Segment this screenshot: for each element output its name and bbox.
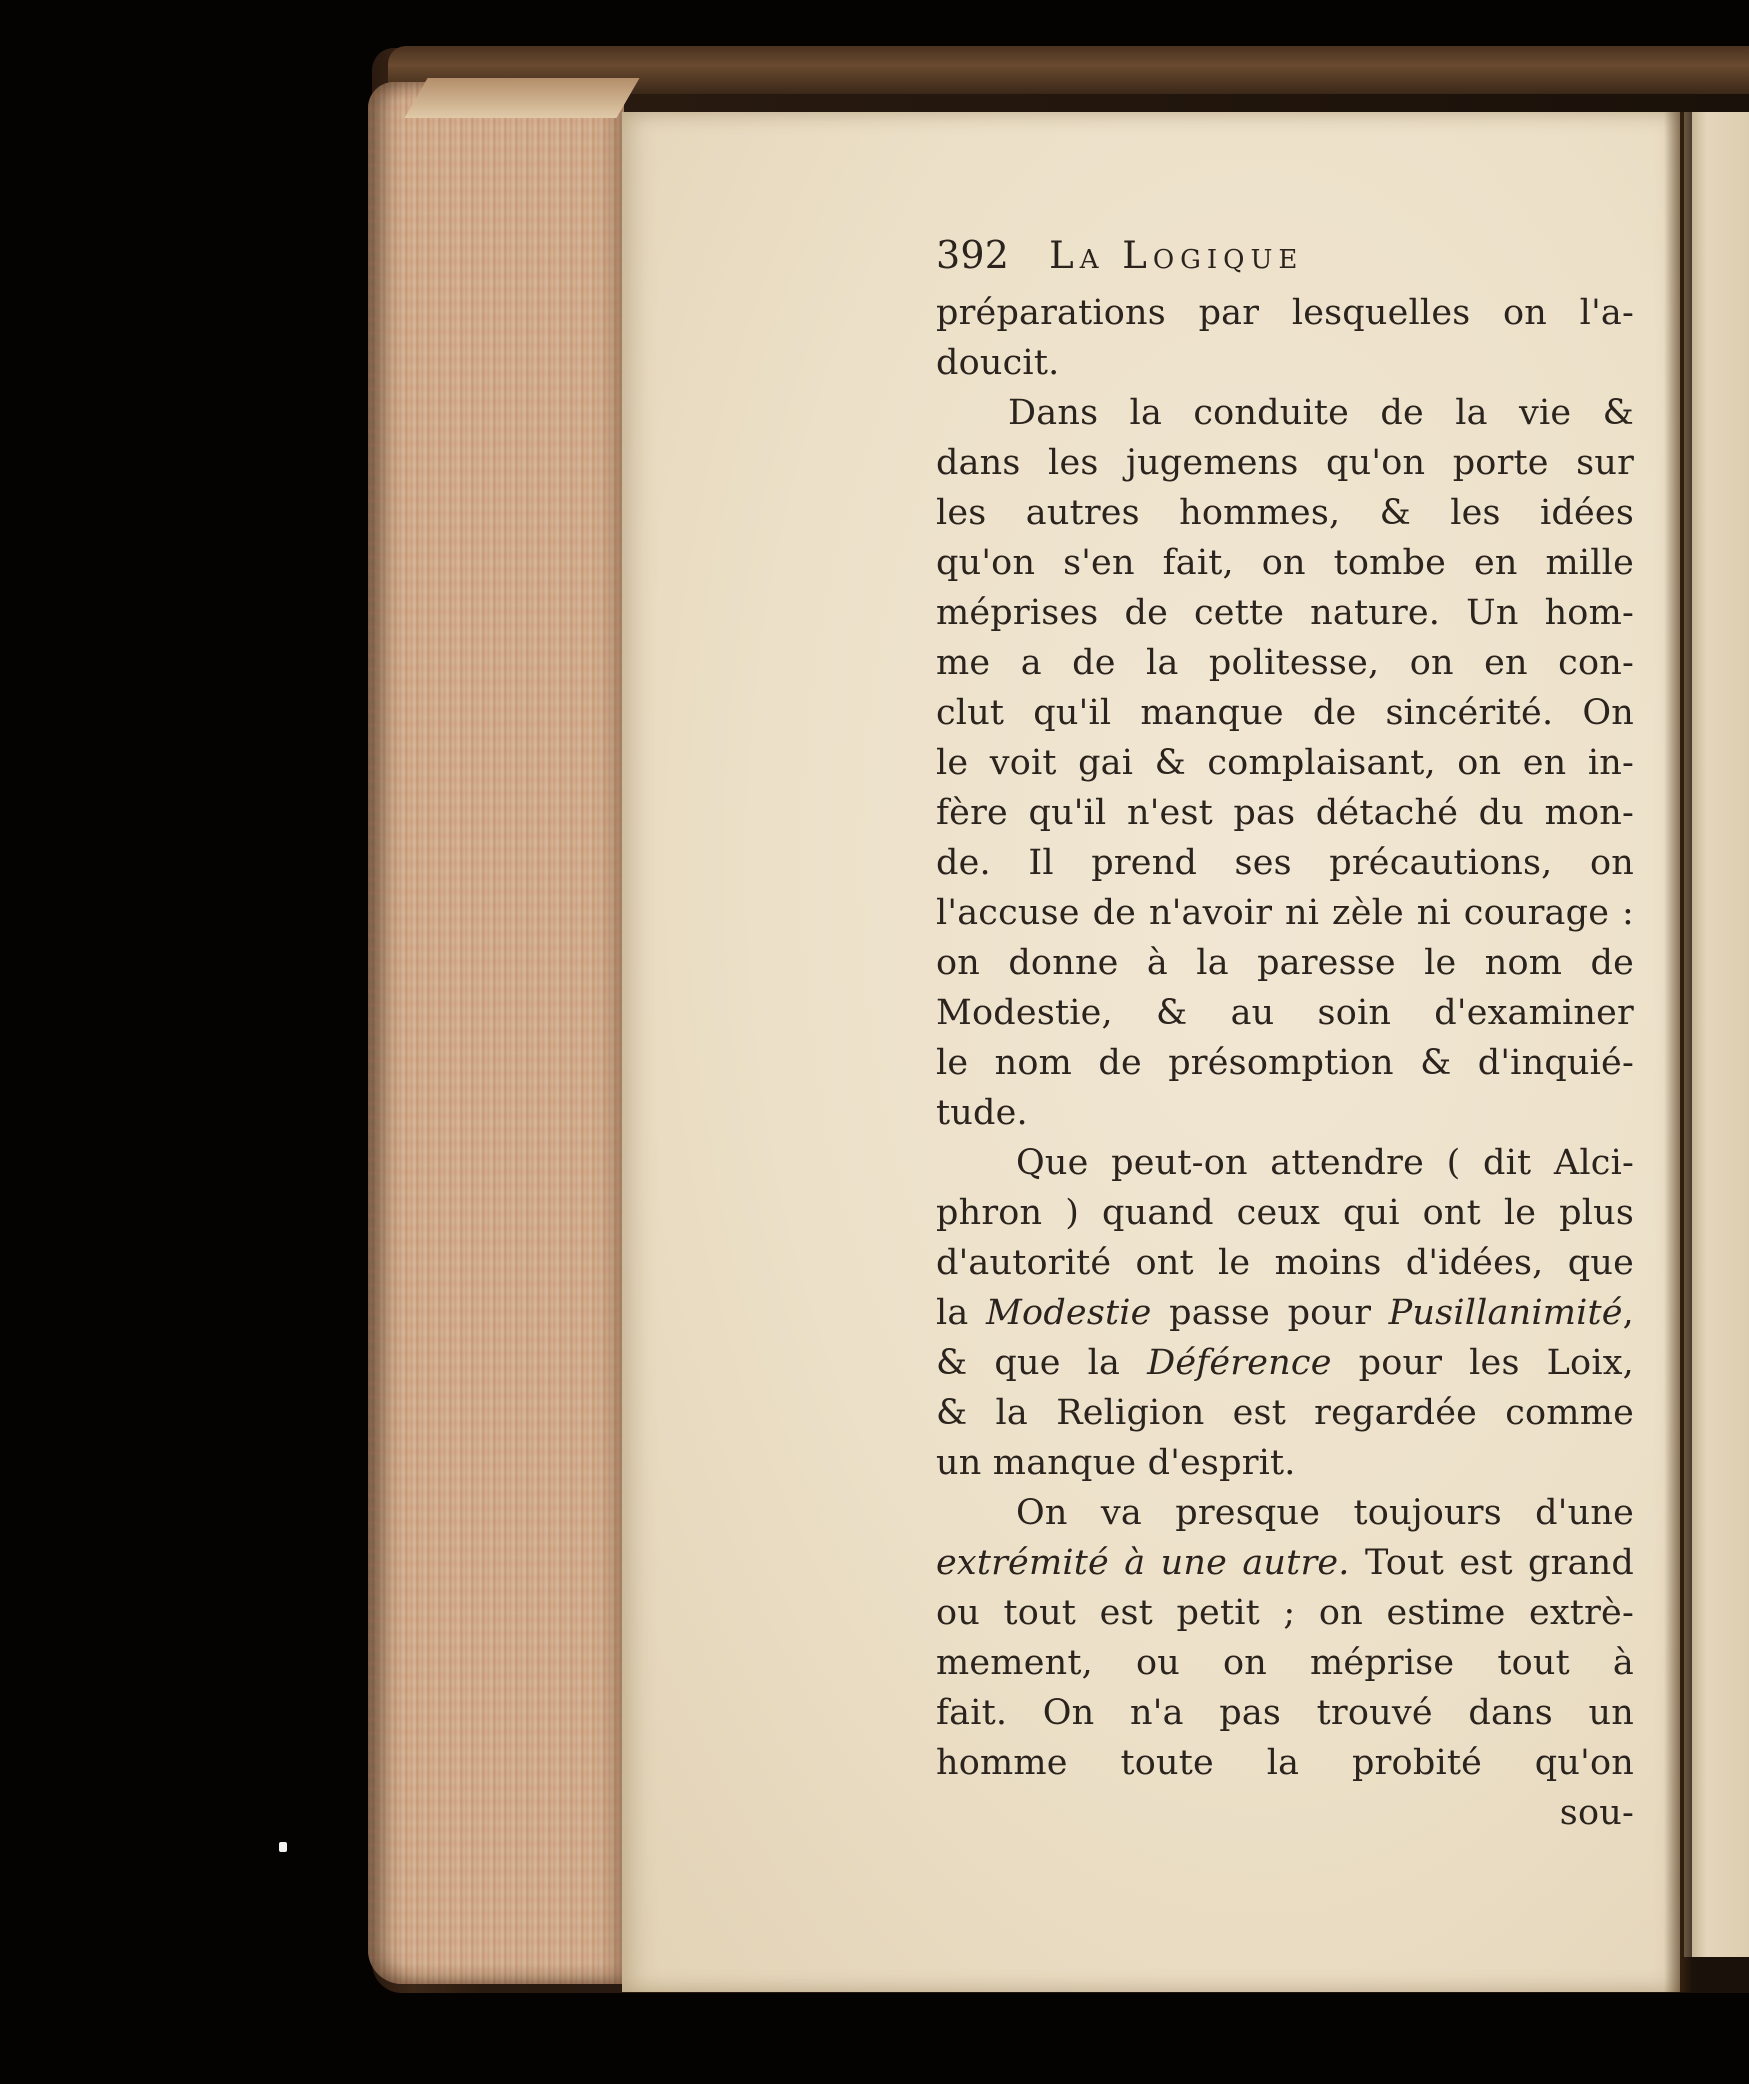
text-segment: Tout est grand xyxy=(1349,1543,1634,1583)
text-line: On va presque toujours d'une xyxy=(1016,1493,1634,1533)
text-segment: passe pour xyxy=(1151,1293,1389,1333)
text-line: clut qu'il manque de sincérité. On xyxy=(936,693,1634,733)
text-line: tude. xyxy=(936,1093,1028,1133)
text-line: ou tout est petit ; on estime extrè- xyxy=(936,1593,1634,1633)
page-gutter xyxy=(1664,112,1692,1992)
text-line: doucit. xyxy=(936,343,1060,383)
text-line: on donne à la paresse le nom de xyxy=(936,943,1634,983)
running-header xyxy=(936,222,1634,288)
dust-speck xyxy=(279,1842,287,1852)
text-segment: la xyxy=(936,1293,987,1333)
text-line: dans les jugemens qu'on porte sur xyxy=(936,443,1634,483)
text-line: l'accuse de n'avoir ni zèle ni courage : xyxy=(936,893,1634,933)
text-line: Modestie, & au soin d'examiner xyxy=(936,993,1634,1033)
text-segment: , xyxy=(1622,1293,1634,1333)
text-line xyxy=(936,1288,1634,1338)
text-line: Que peut-on attendre ( dit Alci- xyxy=(1016,1143,1634,1183)
text-line: fère qu'il n'est pas détaché du mon- xyxy=(936,793,1634,833)
text-line: les autres hommes, & les idées xyxy=(936,493,1634,533)
facing-page-edge xyxy=(1684,112,1749,1957)
page-block-edge xyxy=(368,82,624,1984)
text-line: & la Religion est regardée comme xyxy=(936,1393,1634,1433)
italic-term: Pusillanimité xyxy=(1388,1293,1623,1333)
text-line: de. Il prend ses précautions, on xyxy=(936,843,1634,883)
text-segment: & que la xyxy=(936,1343,1148,1383)
text-line: d'autorité ont le moins d'idées, que xyxy=(936,1243,1634,1283)
text-line: phron ) quand ceux qui ont le plus xyxy=(936,1193,1634,1233)
text-line: le voit gai & complaisant, on en in- xyxy=(936,743,1634,783)
catchword: sou- xyxy=(1559,1793,1634,1833)
running-title: La Logique xyxy=(1049,234,1304,277)
text-line: préparations par lesquelles on l'a- xyxy=(936,293,1634,333)
text-line: un manque d'esprit. xyxy=(936,1443,1296,1483)
page-number: 392 xyxy=(936,233,1010,277)
italic-term: Déférence xyxy=(1147,1343,1332,1383)
text-line: Dans la conduite de la vie & xyxy=(1008,393,1634,433)
text-line: mement, ou on méprise tout à xyxy=(936,1643,1634,1683)
page-block-top xyxy=(404,78,639,118)
text-line xyxy=(936,1538,1634,1588)
text-line: le nom de présomption & d'inquié- xyxy=(936,1043,1634,1083)
text-line: qu'on s'en fait, on tombe en mille xyxy=(936,543,1634,583)
italic-phrase: extrémité à une autre. xyxy=(936,1543,1350,1583)
text-line: homme toute la probité qu'on xyxy=(936,1743,1634,1783)
text-line: fait. On n'a pas trouvé dans un xyxy=(936,1693,1634,1733)
text-segment: pour les Loix, xyxy=(1331,1343,1634,1383)
text-line: méprises de cette nature. Un hom- xyxy=(936,593,1634,633)
italic-term: Modestie xyxy=(986,1293,1152,1333)
text-line: me a de la politesse, on en con- xyxy=(936,643,1634,683)
page-text xyxy=(936,222,1634,1838)
text-line xyxy=(936,1338,1634,1388)
